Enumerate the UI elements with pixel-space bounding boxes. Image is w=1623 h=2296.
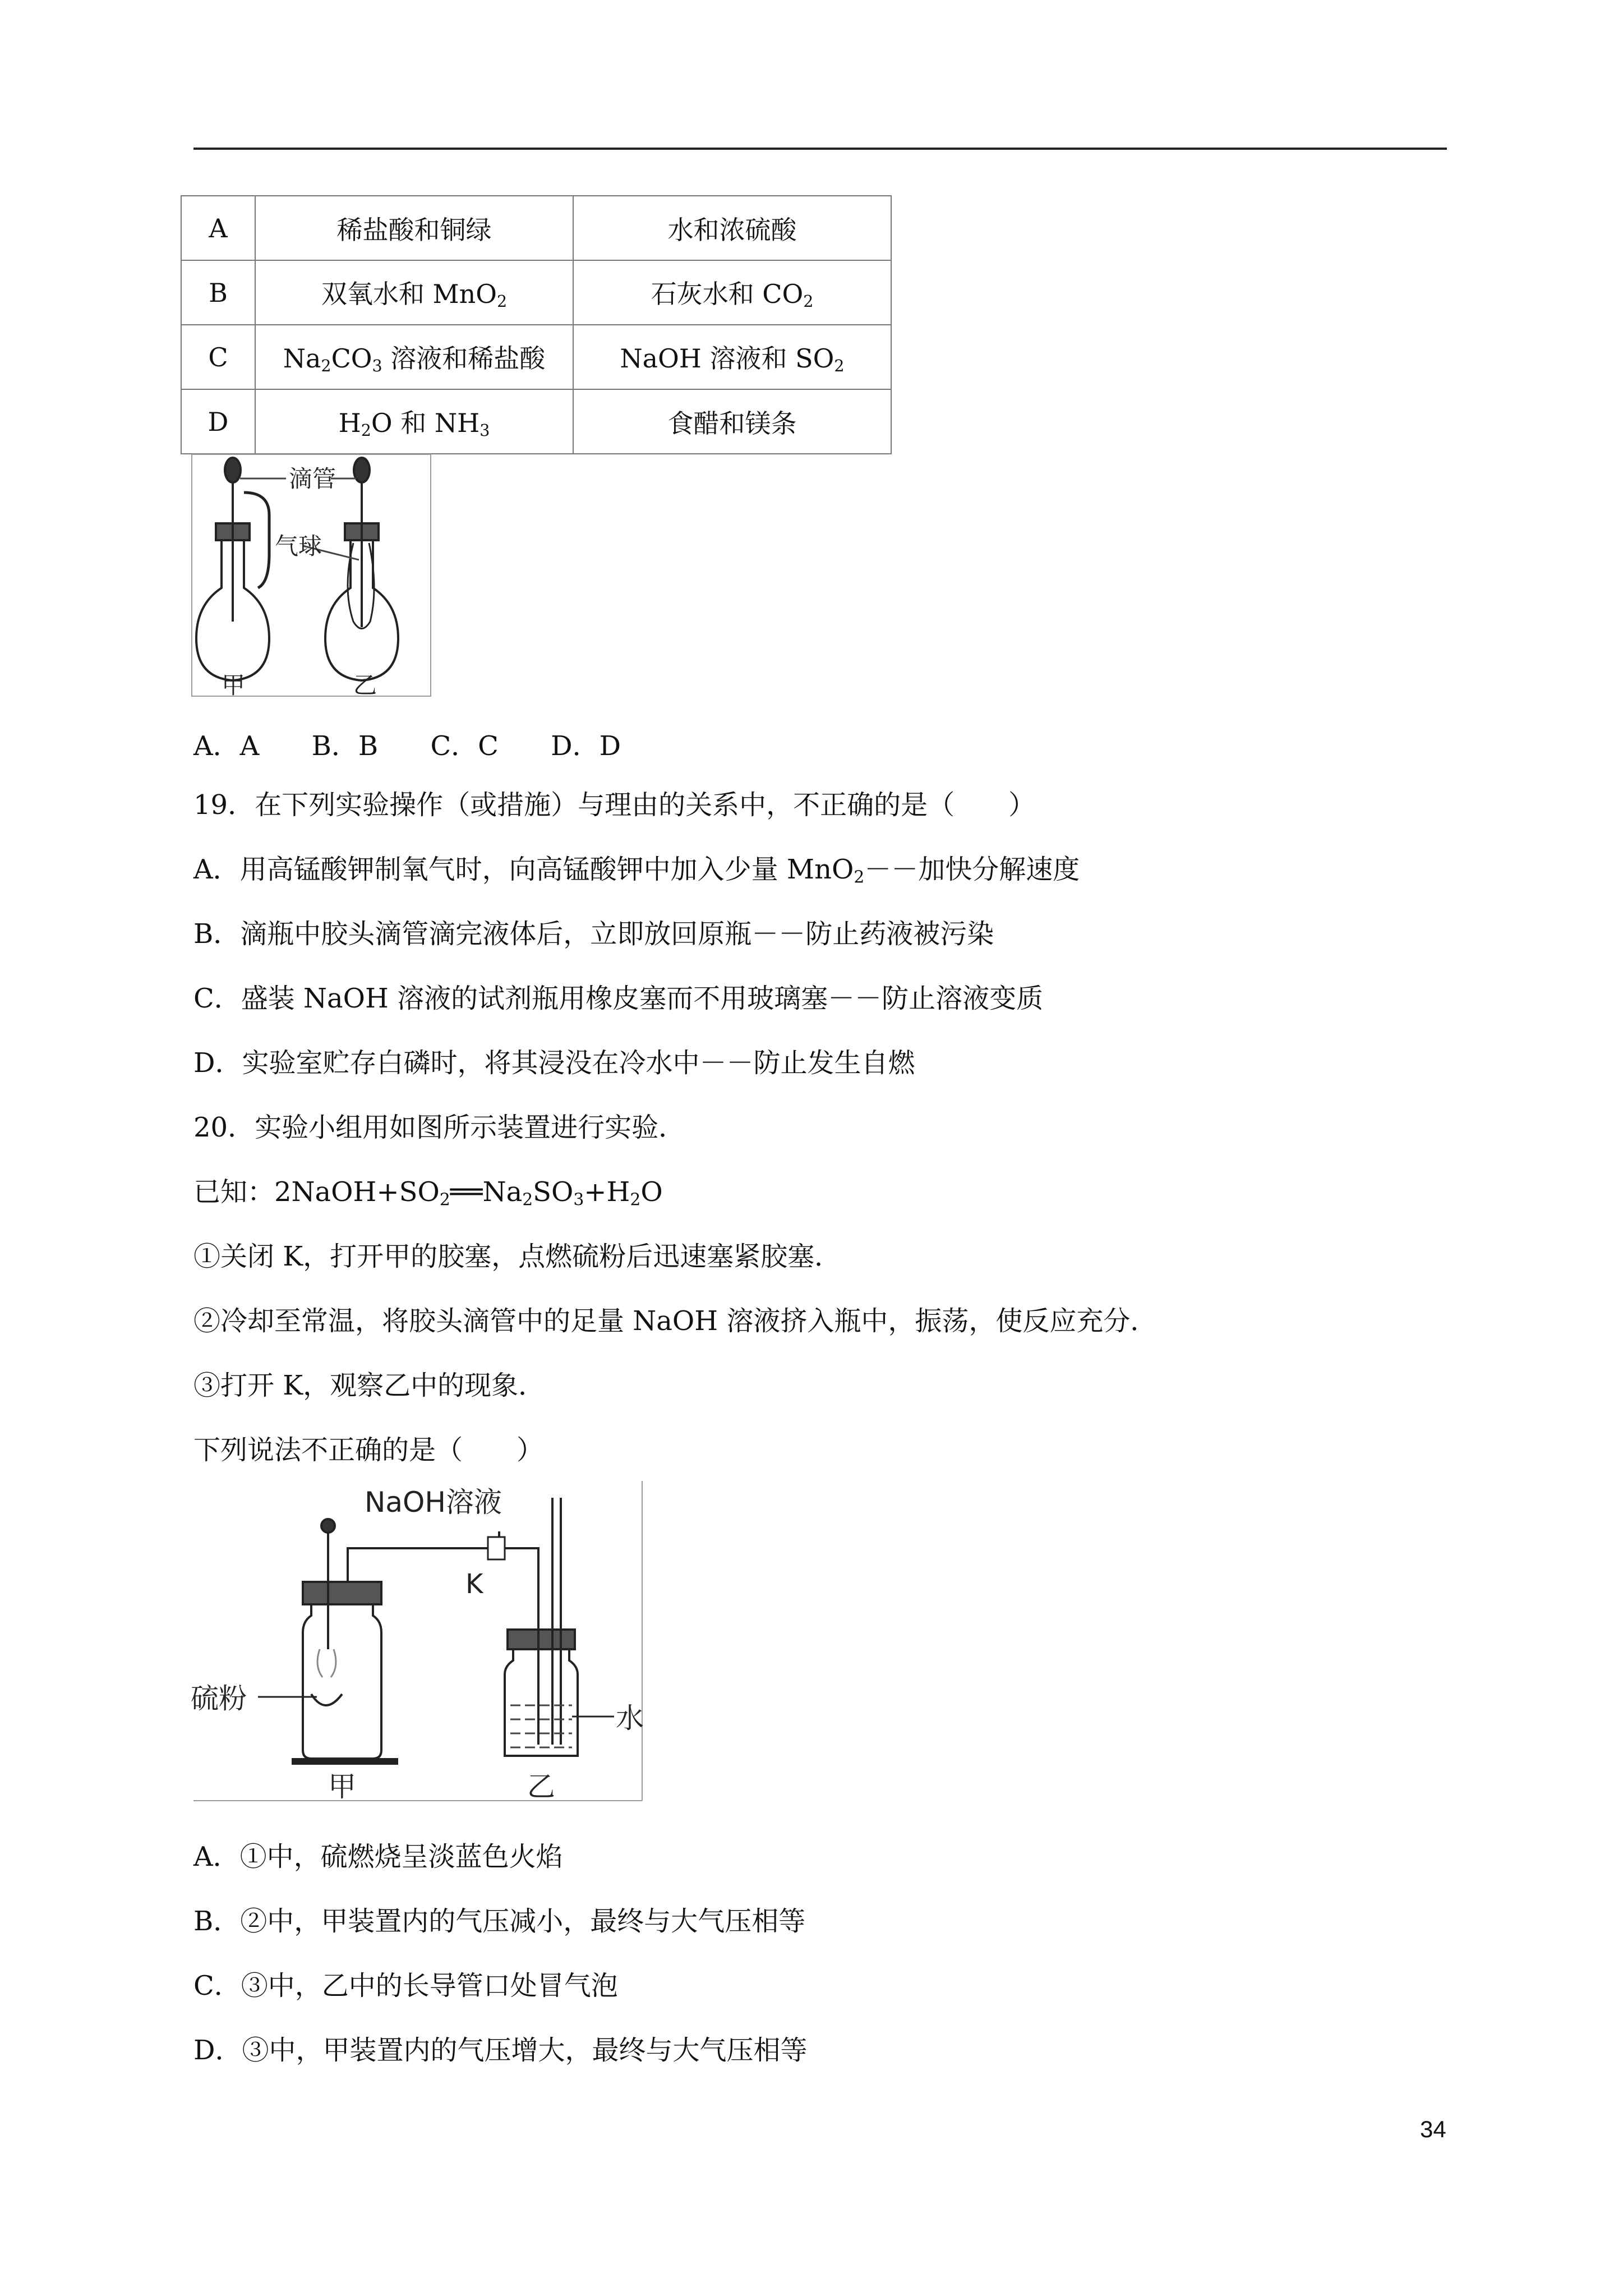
table-cell-reagent-1: 稀盐酸和铜绿 [255,196,573,260]
bottle-yi [499,1498,614,1756]
q20-option-d[interactable]: D．③中，甲装置内的气压增大，最终与大气压相等 [193,2035,808,2066]
label-jia-2: 甲 [328,1770,356,1803]
label-yi-2: 乙 [527,1770,555,1803]
clamp-k [488,1537,505,1559]
table-cell-reagent-1: 双氧水和 MnO$_2$ [255,260,573,325]
page-number: 34 [1420,2116,1446,2142]
q19-option-d[interactable]: D．实验室贮存白磷时，将其浸没在冷水中－－防止发生自燃 [193,1047,915,1079]
label-naoh-solution: NaOH溶液 [365,1486,502,1519]
q20-known-equation: 已知：$2NaOH+SO_2══Na_2SO_3+H_2O$ [193,1176,663,1210]
label-yi: 乙 [353,671,377,697]
table-row [181,389,891,454]
table-cell-reagent-2: NaOH 溶液和 $SO_2$ [573,325,891,389]
flask-right [325,458,398,680]
figure-flasks [191,453,432,697]
q18-choice-d[interactable]: D．D [551,730,621,762]
label-water: 水 [616,1702,644,1734]
q18-choice-c[interactable]: C．C [430,730,499,762]
label-k: K [465,1568,483,1600]
q18-choice-a[interactable]: A．A [193,730,260,762]
table-cell-reagent-1: $H_2O$ 和 $NH_3$ [255,389,573,454]
q20-stem: 20．实验小组用如图所示装置进行实验． [193,1112,686,1143]
q19-option-c[interactable]: C．盛装 NaOH 溶液的试剂瓶用橡皮塞而不用玻璃塞－－防止溶液变质 [193,983,1044,1014]
q18-choices [193,729,665,763]
table-cell-reagent-2: 石灰水和 $CO_2$ [573,260,891,325]
table-row-label: A [181,196,255,260]
q19-option-b[interactable]: B．滴瓶中胶头滴管滴完液体后，立即放回原瓶－－防止药液被污染 [193,918,994,950]
q20-option-b[interactable]: B．②中，甲装置内的气压减小，最终与大气压相等 [193,1906,806,1937]
label-dropper: 滴管 [289,465,336,493]
label-jia: 甲 [222,671,246,697]
table-row [181,325,891,389]
q20-step-3: ③打开 K，观察乙中的现象． [193,1370,546,1401]
q20-step-1: ①关闭 K，打开甲的胶塞，点燃硫粉后迅速塞紧胶塞． [193,1241,842,1272]
q20-ask: 下列说法不正确的是（ ） [193,1434,544,1466]
label-balloon: 气球 [275,532,322,560]
bottle-jia [258,1519,499,1761]
q18-choice-b[interactable]: B．B [311,730,379,762]
table-cell-reagent-2: 水和浓硫酸 [573,196,891,260]
q20-step-2: ②冷却至常温，将胶头滴管中的足量 NaOH 溶液挤入瓶中，振荡，使反应充分． [193,1305,1158,1337]
table-row-label: D [181,389,255,454]
q19-option-a[interactable]: A．用高锰酸钾制氧气时，向高锰酸钾中加入少量 MnO$_2$－－加快分解速度 [193,854,1080,887]
table-cell-reagent-1: $Na_2CO_3$ 溶液和稀盐酸 [255,325,573,389]
table-row [181,196,891,260]
options-table [181,195,892,454]
table-row [181,260,891,325]
figure-apparatus [191,1481,645,1803]
table-row-label: B [181,260,255,325]
table-cell-reagent-2: 食醋和镁条 [573,389,891,454]
header-rule [193,148,1447,150]
flask-left [196,458,269,680]
q20-option-c[interactable]: C．③中，乙中的长导管口处冒气泡 [193,1970,618,2001]
table-row-label: C [181,325,255,389]
q19-stem: 19．在下列实验操作（或措施）与理由的关系中，不正确的是（ ） [193,789,1036,821]
q20-option-a[interactable]: A．①中，硫燃烧呈淡蓝色火焰 [193,1841,563,1872]
label-sulfur-powder: 硫粉 [191,1682,247,1715]
